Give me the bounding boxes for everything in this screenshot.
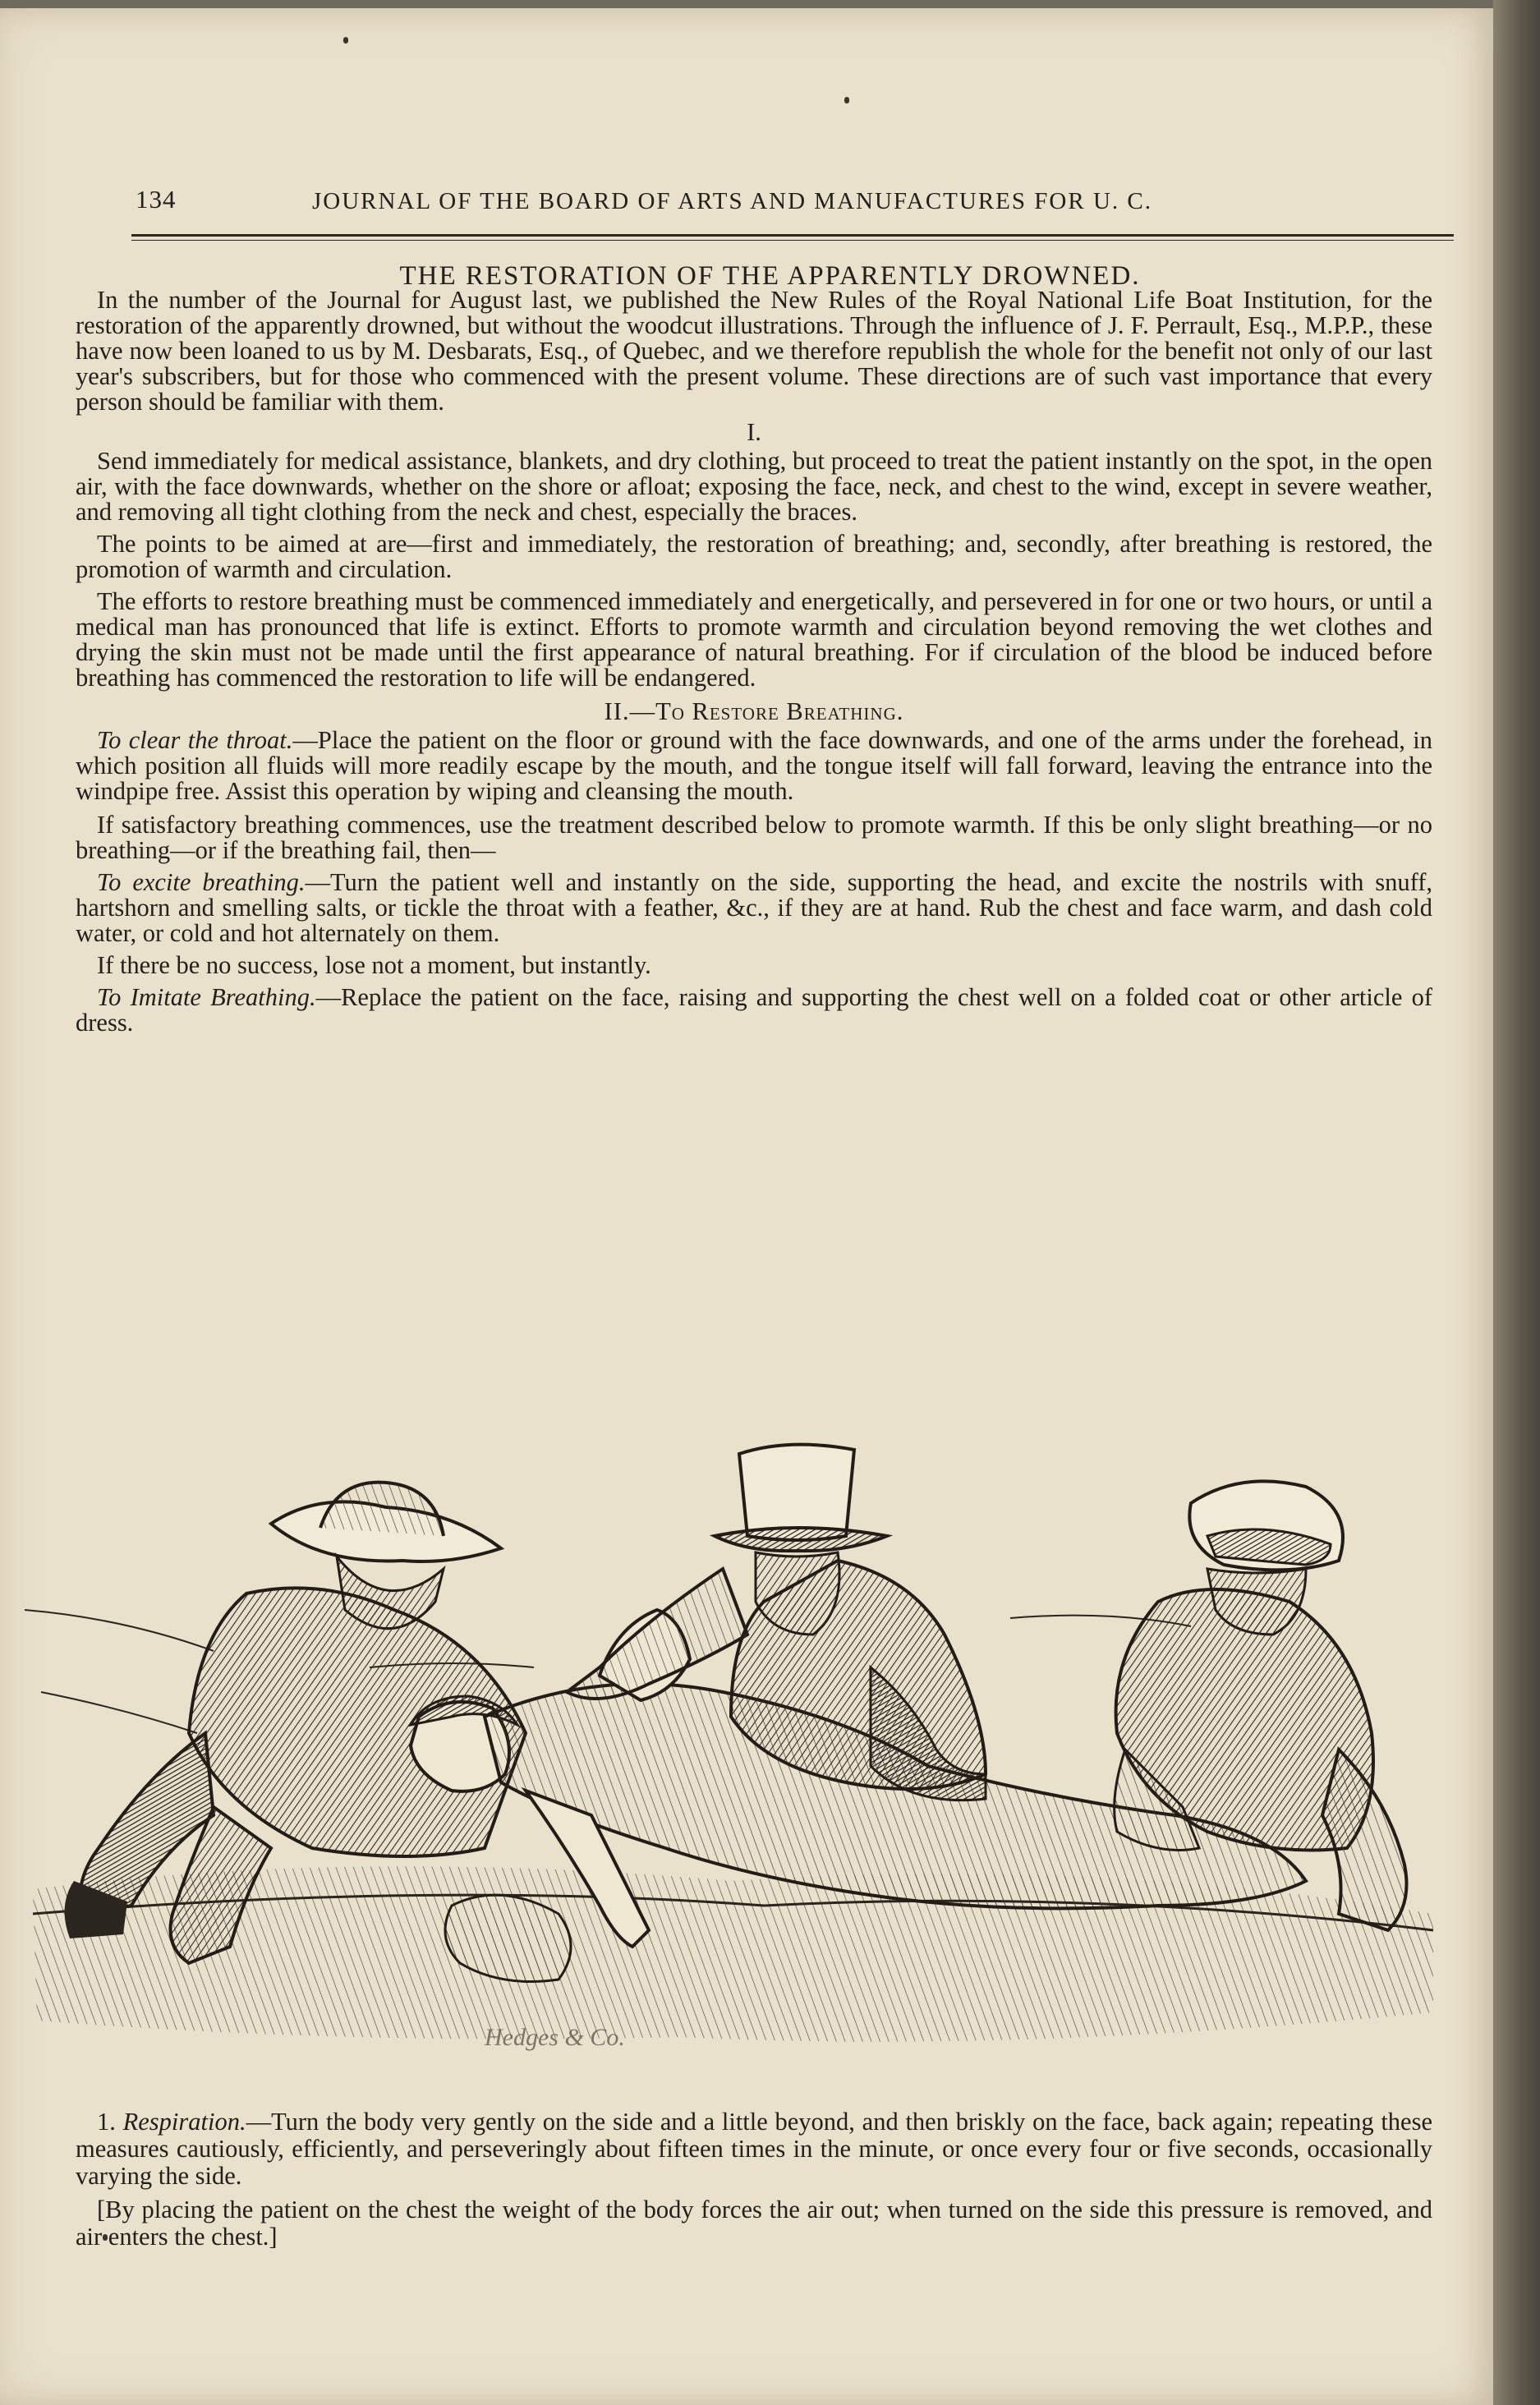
running-header	[136, 185, 1285, 226]
clear-throat-label: To clear the throat.	[97, 726, 293, 754]
header-rule-thin	[131, 240, 1454, 241]
clear-throat-paragraph	[76, 728, 1432, 804]
bracket-note: [By placing the patient on the chest the weight of the body forces the air out; when turned on the side this pressure is removed, and air enters the chest.]	[76, 2196, 1432, 2251]
engraver-signature: Hedges & Co.	[485, 2024, 625, 2051]
imitate-text: —Replace the patient on the face, raising and supporting the chest well on a folded coat or other article of dress.	[76, 983, 1432, 1037]
section-heading-2: II.—To Restore Breathing.	[604, 697, 904, 725]
ink-speck	[343, 37, 348, 44]
excite-paragraph	[76, 870, 1432, 946]
clear-throat-text: —Place the patient on the floor or ground with the face downwards, and one of the arms under the forehead, in which position all fluids will more readily escape by the mouth, and the tongue itself will fall forward, leaving the entrance into the windpipe free. Assist this operation by wiping and cleansing the mouth.	[76, 726, 1432, 805]
woodcut-illustration	[25, 1421, 1441, 2078]
ink-speck	[844, 97, 849, 103]
intro-paragraph: In the number of the Journal for August last, we published the New Rules of the Royal National Life Boat Institution, for the restoration of the apparently drowned, but without the woodcut illustrations. Through the influence of J. F. Perrault, Esq., M.P.P., these have now been loaned to us by M. Desbarats, Esq., of Quebec, and we therefore republish the whole for the benefit not only of our last year's subscribers, but for those who commenced with the present volume. These directions are of such vast importance that every person should be familiar with them.	[76, 286, 1432, 416]
article-title: THE RESTORATION OF THE APPARENTLY DROWNED.	[399, 261, 1141, 291]
running-title: JOURNAL OF THE BOARD OF ARTS AND MANUFACTURES FOR U. C.	[312, 188, 1152, 214]
header-rule	[131, 234, 1454, 237]
section1-paragraph-3: The efforts to restore breathing must be commenced immediately and energetically, and persevered in for one or two hours, or until a medical man has pronounced that life is extinct. Efforts to promote warmth and circulation beyond removing the wet clothes and drying the skin must not be made until the first appearance of natural breathing. For if circulation of the blood be induced before breathing has commenced the restoration to life will be endangered.	[76, 587, 1432, 692]
respiration-number: 1.	[97, 2108, 116, 2136]
article-body	[76, 287, 1432, 1036]
section1-paragraph-1: Send immediately for medical assistance, blankets, and dry clothing, but proceed to treat the patient instantly on the spot, in the open air, with the face downwards, whether on the shore or afloat; exposing the face, neck, and chest to the wind, except in severe weather, and removing all tight clothing from the neck and chest, especially the braces.	[76, 447, 1432, 526]
section-heading-1: I.	[747, 418, 761, 446]
satisfactory-paragraph: If satisfactory breathing commences, use the treatment described below to promote warmth. If this be only slight breathing—or no breathing—or if the breathing fail, then—	[76, 811, 1432, 864]
respiration-text: —Turn the body very gently on the side and a little beyond, and then briskly on the face, back again; repeating these measures cautiously, efficiently, and perseveringly about fifteen times in the minute, or once every four or five seconds, occasionally varying the side.	[76, 2108, 1433, 2190]
respiration-section	[76, 2108, 1432, 2251]
imitate-label: To Imitate Breathing.	[97, 983, 316, 1011]
imitate-paragraph	[76, 985, 1432, 1036]
respiration-paragraph	[76, 2108, 1432, 2190]
page-number: 134	[136, 185, 177, 214]
section1-paragraph-2: The points to be aimed at are—first and immediately, the restoration of breathing; and, secondly, after breathing is restored, the promotion of warmth and circulation.	[76, 530, 1432, 583]
no-success-paragraph: If there be no success, lose not a moment, but instantly.	[97, 951, 651, 979]
excite-text: —Turn the patient well and instantly on the side, supporting the head, and excite the nostrils with snuff, hartshorn and smelling salts, or tickle the throat with a feather, &c., if they are at hand. Rub the chest and face warm, and dash cold water, or cold and hot alternately on them.	[76, 868, 1433, 947]
book-spine-edge	[1493, 0, 1540, 2405]
excite-label: To excite breathing.	[97, 868, 306, 896]
respiration-label: Respiration.	[122, 2108, 246, 2136]
